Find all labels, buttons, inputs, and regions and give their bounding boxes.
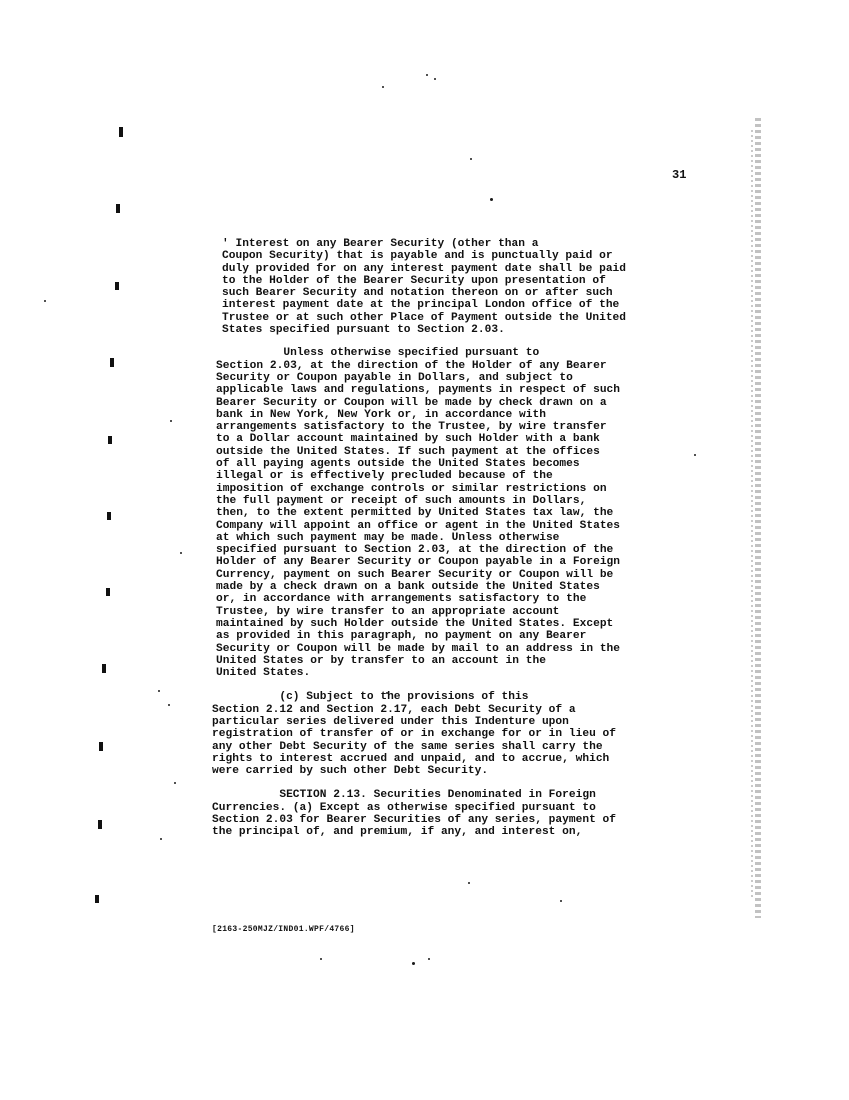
speck <box>694 454 696 456</box>
speck <box>468 882 470 884</box>
scan-edge <box>755 118 761 918</box>
punch-hole <box>102 664 106 673</box>
speck <box>412 962 415 965</box>
speck <box>470 158 472 160</box>
speck <box>320 958 322 960</box>
paragraph-section-2-13: SECTION 2.13. Securities Denominated in Foreign Currencies. (a) Except as otherwise specified pursuant to Section 2.03 for Bearer Securities of any series, payment of the principal of, and premium, if any, and interest on, <box>212 789 617 839</box>
speck <box>160 838 162 840</box>
speck <box>180 552 182 554</box>
document-body <box>212 238 682 839</box>
speck <box>174 782 176 784</box>
punch-hole <box>115 282 119 290</box>
punch-hole <box>108 436 112 444</box>
punch-hole <box>98 820 102 829</box>
paragraph-payment-method: Unless otherwise specified pursuant to Section 2.03, at the direction of the Holder of any Bearer Security or Coupon payable in Dollars, and subject to applicable laws and regulations, payments in respect of such Bearer Security or Coupon will be made by check drawn on a bank in New York, New York or, in accordance with arrangements satisfactory to the Trustee, by wire transfer to a Dollar account maintained by such Holder with a bank outside the United States. If such payment at the offices of all paying agents outside the United States becomes illegal or is effectively precluded because of the imposition of exchange controls or similar restrictions on the full payment or receipt of such amounts in Dollars, then, to the extent permitted by United States tax law, the Company will appoint an office or agent in the United States at which such payment may be made. Unless otherwise specified pursuant to Section 2.03, at the direction of the Holder of any Bearer Security or Coupon payable in a Foreign Currency, payment on such Bearer Security or Coupon will be made by a check drawn on a bank outside the United States or, in accordance with arrangements satisfactory to the Trustee, by wire transfer to an appropriate account maintained by such Holder outside the United States. Except as provided in this paragraph, no payment on any Bearer Security or Coupon will be made by mail to an address in the United States or by transfer to an account in the United States. <box>216 347 621 680</box>
speck <box>170 420 172 422</box>
speck <box>382 86 384 88</box>
speck <box>158 690 160 692</box>
paragraph-subject-to-provisions: (c) Subject to the provisions of this Section 2.12 and Section 2.17, each Debt Security of a particular series delivered under this Indenture upon registration of transfer of or in exchange for or in lieu of any other Debt Security of the same series shall carry the rights to interest accrued and unpaid, and to accrue, which were carried by such other Debt Security. <box>212 691 617 778</box>
punch-hole <box>106 588 110 596</box>
punch-hole <box>107 512 111 520</box>
scan-edge <box>751 130 753 900</box>
footer-document-ref: [2163-250MJZ/IND01.WPF/4766] <box>212 925 355 934</box>
punch-hole <box>110 358 114 367</box>
punch-hole <box>119 127 123 137</box>
punch-hole <box>116 204 120 213</box>
speck <box>560 900 562 902</box>
paragraph-interest-bearer-security: ' Interest on any Bearer Security (other than a Coupon Security) that is payable and is punctually paid or duly provided for on any interest payment date shall be paid to the Holder of the Bearer Security upon presentation of such Bearer Security and notation thereon on or after such interest payment date at the principal London office of the Trustee or at such other Place of Payment outside the United States specified pursuant to Section 2.03. <box>222 238 627 337</box>
speck <box>44 300 46 302</box>
speck <box>168 704 170 706</box>
punch-hole <box>99 742 103 751</box>
speck <box>426 74 428 76</box>
speck <box>428 958 430 960</box>
speck <box>490 198 493 201</box>
page-number: 31 <box>672 168 687 182</box>
punch-hole <box>95 895 99 903</box>
speck <box>434 78 436 80</box>
